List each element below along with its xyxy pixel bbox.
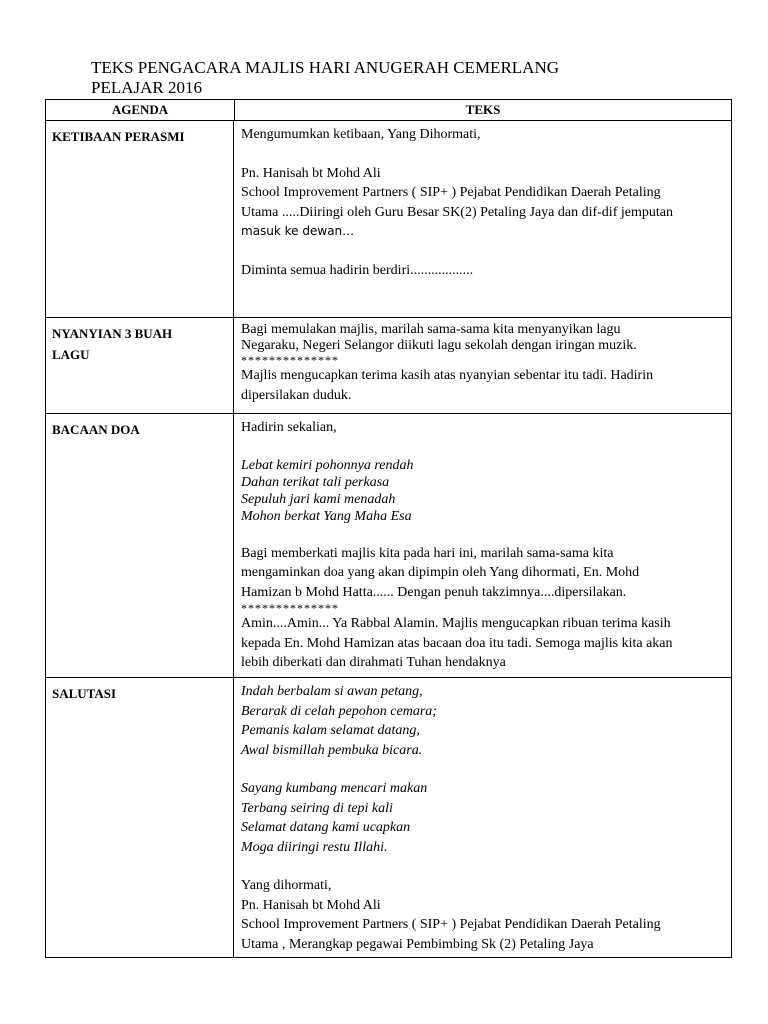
text-line: Bagi memberkati majlis kita pada hari ini, marilah sama-sama kita <box>241 545 614 561</box>
text-line: School Improvement Partners ( SIP+ ) Pejabat Pendidikan Daerah Petaling <box>241 917 661 932</box>
text-line: lebih diberkati dan dirahmati Tuhan hendaknya <box>241 655 506 670</box>
pantun-line: Mohon berkat Yang Maha Esa <box>241 508 412 524</box>
text-line: Bagi memulakan majlis, marilah sama-sama kita menyanyikan lagu <box>241 322 621 337</box>
text-line: Hamizan b Mohd Hatta...... Dengan penuh takzimnya....dipersilakan. <box>241 584 627 600</box>
agenda-table <box>45 99 732 958</box>
header-teks: TEKS <box>465 102 501 117</box>
spacer <box>241 525 724 544</box>
pantun-line: Indah berbalam si awan petang, <box>241 684 423 699</box>
title-line-2: PELAJAR 2016 <box>91 78 202 97</box>
table-row <box>46 414 731 678</box>
table-row <box>46 678 731 957</box>
spacer <box>241 242 724 261</box>
agenda-line: NYANYIAN 3 BUAH <box>52 326 173 341</box>
teks-cell <box>234 318 731 413</box>
pantun-line: Awal bismillah pembuka bicara. <box>241 742 423 758</box>
title-line-1: TEKS PENGACARA MAJLIS HARI ANUGERAH CEMERLANG <box>91 58 559 77</box>
agenda-cell: BACAAN DOA <box>46 414 234 677</box>
spacer <box>241 760 724 779</box>
spacer <box>241 857 724 876</box>
teks-cell <box>234 121 731 317</box>
text-line: dipersilakan duduk. <box>241 387 352 403</box>
header-agenda: AGENDA <box>46 100 235 120</box>
agenda-line: LAGU <box>52 347 90 362</box>
text-line: School Improvement Partners ( SIP+ ) Pejabat Pendidikan Daerah Petaling <box>241 185 661 200</box>
pantun-line: Berarak di celah pepohon cemara; <box>241 703 437 719</box>
pantun-line: Lebat kemiri pohonnya rendah <box>241 457 414 473</box>
text-line: Majlis mengucapkan terima kasih atas nyanyian sebentar itu tadi. Hadirin <box>241 368 654 383</box>
text-line: mengaminkan doa yang akan dipimpin oleh Yang dihormati, En. Mohd <box>241 565 640 580</box>
text-line: masuk ke dewan… <box>241 224 355 238</box>
pantun-line: Moga diiringi restu Illahi. <box>241 839 388 855</box>
table-row <box>46 318 731 414</box>
text-line: Amin....Amin... Ya Rabbal Alamin. Majlis mengucapkan ribuan terima kasih <box>241 616 671 631</box>
text-line: Hadirin sekalian, <box>241 420 337 435</box>
teks-cell <box>234 678 731 957</box>
text-line: Negaraku, Negeri Selangor diikuti lagu sekolah dengan iringan muzik. <box>241 338 637 353</box>
text-line: Yang dihormati, <box>241 878 332 893</box>
separator-stars: ************** <box>241 353 339 367</box>
pantun-line: Sayang kumbang mencari makan <box>241 781 428 796</box>
agenda-cell <box>46 318 234 413</box>
pantun-line: Sepuluh jari kami menadah <box>241 491 396 507</box>
table-row <box>46 121 731 318</box>
text-line: Utama .....Diiringi oleh Guru Besar SK(2) Petaling Jaya dan dif-dif jemputan <box>241 204 673 220</box>
text-line: Pn. Hanisah bt Mohd Ali <box>241 897 381 913</box>
spacer <box>241 438 724 457</box>
text-line: Utama , Merangkap pegawai Pembimbing Sk (2) Petaling Jaya <box>241 936 594 952</box>
separator-stars: ************** <box>241 601 339 615</box>
agenda-cell: SALUTASI <box>46 678 234 957</box>
pantun-line: Terbang seiring di tepi kali <box>241 800 393 816</box>
pantun-line: Selamat datang kami ucapkan <box>241 820 411 835</box>
pantun-line: Pemanis kalam selamat datang, <box>241 723 420 738</box>
spacer <box>241 145 724 164</box>
agenda-cell: KETIBAAN PERASMI <box>46 121 234 317</box>
document-title <box>91 58 651 98</box>
text-line: kepada En. Mohd Hamizan atas bacaan doa itu tadi. Semoga majlis kita akan <box>241 635 673 651</box>
table-header <box>46 100 731 121</box>
text-line: Diminta semua hadirin berdiri.................. <box>241 262 474 278</box>
text-line: Mengumumkan ketibaan, Yang Dihormati, <box>241 127 481 142</box>
teks-cell <box>234 414 731 677</box>
pantun-line: Dahan terikat tali perkasa <box>241 474 390 490</box>
text-line: Pn. Hanisah bt Mohd Ali <box>241 165 381 181</box>
